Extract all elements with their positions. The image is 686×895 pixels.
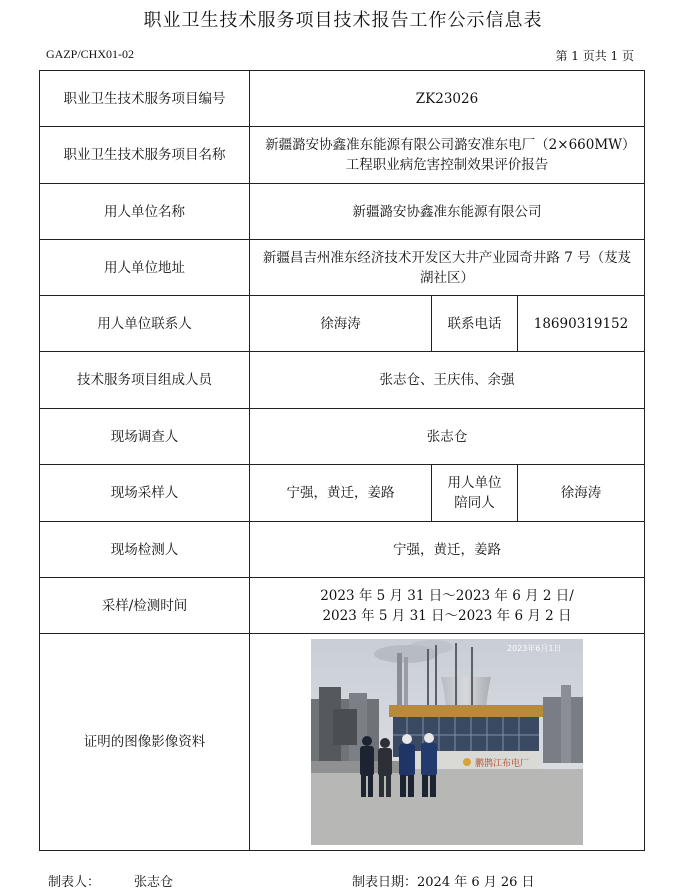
row-project-name [40, 127, 645, 184]
maker-label: 制表人： [48, 875, 101, 890]
row-evidence [40, 634, 645, 851]
value-site-investigator: 张志仓 [250, 409, 645, 465]
row-site-tester [40, 522, 645, 578]
label-team-members: 技术服务项目组成人员 [40, 352, 250, 409]
page-info: 第 1 页共 1 页 [555, 49, 634, 63]
row-sampling-time [40, 578, 645, 634]
value-companion: 徐海涛 [518, 465, 645, 522]
value-project-no: ZK23026 [250, 71, 645, 127]
label-project-no: 职业卫生技术服务项目编号 [40, 71, 250, 127]
row-project-no [40, 71, 645, 127]
label-employer-contact: 用人单位联系人 [40, 296, 250, 352]
label-employer-address: 用人单位地址 [40, 240, 250, 296]
label-companion: 用人单位陪同人 [432, 465, 518, 522]
row-team-members [40, 352, 645, 409]
maker-name: 张志仓 [134, 875, 174, 890]
value-employer-name: 新疆潞安协鑫准东能源有限公司 [250, 184, 645, 240]
value-project-name: 新疆潞安协鑫准东能源有限公司潞安准东电厂（2×660MW）工程职业病危害控制效果评价报告 [250, 127, 645, 184]
table-date: 制表日期：2024 年 6 月 26 日 [352, 875, 535, 890]
label-evidence: 证明的图像影像资料 [40, 634, 250, 851]
label-site-tester: 现场检测人 [40, 522, 250, 578]
value-site-sampler: 宁强，黄迁，姜路 [250, 465, 432, 522]
sampling-time-line1: 2023 年 5 月 31 日～2023 年 6 月 2 日/ [320, 587, 574, 604]
label-phone: 联系电话 [432, 296, 518, 352]
form-code: GAZP/CHX01-02 [46, 47, 135, 61]
value-employer-address: 新疆昌吉州准东经济技术开发区大井产业园奇井路 7 号（芨芨湖社区） [250, 240, 645, 296]
photo-sign-text: 鹏鹊江布电厂 [475, 759, 530, 769]
row-site-sampler [40, 465, 645, 522]
label-site-sampler: 现场采样人 [40, 465, 250, 522]
value-sampling-time [250, 578, 645, 634]
label-sampling-time: 采样/检测时间 [40, 578, 250, 634]
label-project-name: 职业卫生技术服务项目名称 [40, 127, 250, 184]
evidence-photo [311, 639, 583, 845]
site-photo-image [311, 639, 583, 845]
row-employer-name [40, 184, 645, 240]
sampling-time-line2: 2023 年 5 月 31 日～2023 年 6 月 2 日 [322, 607, 572, 624]
info-table [39, 70, 645, 851]
row-employer-contact [40, 296, 645, 352]
value-phone: 18690319152 [518, 296, 645, 352]
value-site-tester: 宁强，黄迁，姜路 [250, 522, 645, 578]
value-employer-contact: 徐海涛 [250, 296, 432, 352]
row-employer-address [40, 240, 645, 296]
photo-timestamp: 2023年6月1日 [507, 644, 562, 653]
row-site-investigator [40, 409, 645, 465]
label-site-investigator: 现场调查人 [40, 409, 250, 465]
value-team-members: 张志仓、王庆伟、余强 [250, 352, 645, 409]
label-employer-name: 用人单位名称 [40, 184, 250, 240]
evidence-photo-cell [250, 634, 645, 851]
page-title: 职业卫生技术服务项目技术报告工作公示信息表 [143, 10, 543, 31]
